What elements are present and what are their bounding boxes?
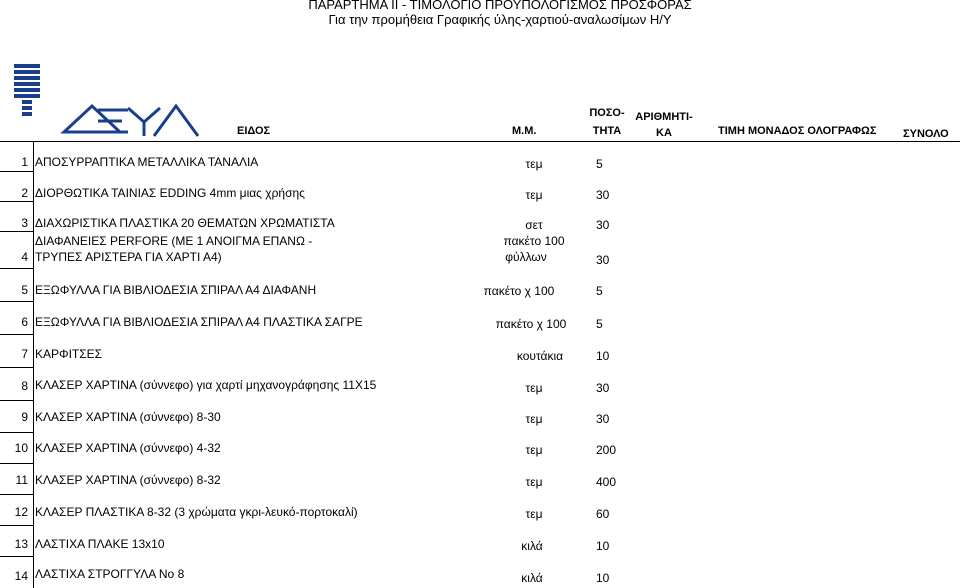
item-quantity: 10 — [596, 349, 610, 363]
item-unit: τεμ — [525, 475, 543, 489]
row-border — [0, 432, 33, 433]
item-description-line2: ΤΡΥΠΕΣ ΑΡΙΣΤΕΡΑ ΓΙΑ ΧΑΡΤΙ Α4) — [35, 250, 222, 264]
document-subtitle: Για την προμήθεια Γραφικής ύλης-χαρτιού-αναλωσίμων Η/Υ — [328, 12, 672, 27]
item-unit: τεμ — [525, 507, 543, 521]
document-title: ΠΑΡΑΡΤΗΜΑ ΙΙ - ΤΙΜΟΛΟΓΙΟ ΠΡΟΥΠΟΛΟΓΙΣΜΟΣ ΠΡΟΣΦΟΡΑΣ — [308, 0, 692, 12]
row-border — [0, 268, 33, 269]
number-column-border — [33, 141, 34, 588]
row-border — [0, 556, 33, 557]
item-description-line1: ΔΙΑΦΑΝΕΙΕΣ PERFORE (ΜΕ 1 ΑΝΟΙΓΜΑ ΕΠΑΝΩ - — [35, 234, 313, 248]
item-quantity: 5 — [596, 317, 603, 331]
col-header-qty-1: ΠΟΣΟ- — [589, 107, 625, 119]
item-description: ΔΙΑΧΩΡΙΣΤΙΚΑ ΠΛΑΣΤΙΚΑ 20 ΘΕΜΑΤΩΝ ΧΡΩΜΑΤΙΣΤΑ — [35, 216, 335, 230]
col-header-total: ΣΥΝΟΛΟ — [903, 128, 949, 140]
row-border — [0, 367, 33, 368]
row-border — [0, 400, 33, 401]
item-unit: τεμ — [525, 188, 543, 202]
row-number: 13 — [14, 537, 28, 551]
item-quantity: 30 — [596, 253, 610, 267]
deyal-logo — [4, 60, 204, 142]
item-quantity: 30 — [596, 188, 610, 202]
row-border — [0, 171, 33, 172]
item-description: ΚΛΑΣΕΡ ΧΑΡΤΙΝΑ (σύννεφο) 8-32 — [35, 473, 221, 487]
item-description: ΕΞΩΦΥΛΛΑ ΓΙΑ ΒΙΒΛΙΟΔΕΣΙΑ ΣΠΙΡΑΛ Α4 ΔΙΑΦΑΝΗ — [35, 283, 317, 297]
item-description: ΚΛΑΣΕΡ ΧΑΡΤΙΝΑ (σύννεφο) για χαρτί μηχανογράφησης 11Χ15 — [35, 378, 377, 392]
row-number: 6 — [21, 315, 28, 329]
item-quantity: 10 — [596, 571, 610, 585]
col-header-numeric-1: ΑΡΙΘΜΗΤΙ- — [635, 111, 693, 123]
item-quantity: 5 — [596, 157, 603, 171]
row-number: 7 — [21, 347, 28, 361]
col-header-qty-2: ΤΗΤΑ — [592, 125, 622, 137]
item-quantity: 30 — [596, 381, 610, 395]
item-quantity: 10 — [596, 539, 610, 553]
row-number: 1 — [21, 155, 28, 169]
row-number: 12 — [14, 505, 28, 519]
item-unit-line2: φύλλων — [505, 250, 547, 264]
row-number: 8 — [21, 379, 28, 393]
item-quantity: 5 — [596, 284, 603, 298]
item-description: ΛΑΣΤΙΧΑ ΠΛΑΚΕ 13x10 — [35, 537, 165, 551]
row-border — [0, 525, 33, 526]
row-number: 2 — [21, 186, 28, 200]
row-border — [0, 231, 33, 232]
item-quantity: 400 — [596, 475, 617, 489]
item-unit-line1: πακέτο 100 — [503, 234, 565, 248]
item-unit: κιλά — [521, 571, 543, 585]
row-border — [0, 494, 33, 495]
item-description: ΛΑΣΤΙΧΑ ΣΤΡΟΓΓΥΛΑ No 8 — [35, 567, 185, 581]
row-number: 14 — [14, 569, 28, 583]
item-description: ΚΛΑΣΕΡ ΠΛΑΣΤΙΚΑ 8-32 (3 χρώματα γκρι-λευκό-πορτοκαλί) — [35, 505, 358, 519]
item-description: ΑΠΟΣΥΡΡΑΠΤΙΚΑ ΜΕΤΑΛΛΙΚΑ ΤΑΝΑΛΙΑ — [35, 155, 259, 169]
item-description: ΔΙΟΡΘΩΤΙΚΑ ΤΑΙΝΙΑΣ EDDING 4mm μιας χρήσης — [35, 186, 305, 200]
col-header-price-words: ΤΙΜΗ ΜΟΝΑΔΟΣ ΟΛΟΓΡΑΦΩΣ — [718, 125, 877, 137]
row-number: 11 — [15, 473, 28, 487]
row-number: 9 — [21, 410, 28, 424]
item-unit: κιλά — [521, 539, 543, 553]
row-border — [0, 334, 33, 335]
item-unit: τεμ — [525, 157, 543, 171]
item-unit: τεμ — [525, 443, 543, 457]
row-border — [0, 301, 33, 302]
header-bottom-border — [0, 141, 960, 142]
row-number: 3 — [21, 216, 28, 230]
row-number: 5 — [21, 283, 28, 297]
row-number: 10 — [14, 441, 28, 455]
col-header-unit: Μ.Μ. — [512, 125, 537, 137]
item-quantity: 200 — [596, 443, 617, 457]
item-description: ΚΛΑΣΕΡ ΧΑΡΤΙΝΑ (σύννεφο) 4-32 — [35, 441, 221, 455]
item-unit: πακέτο χ 100 — [483, 284, 555, 298]
item-quantity: 30 — [596, 412, 610, 426]
item-unit: πακέτο χ 100 — [495, 317, 567, 331]
item-unit: σετ — [525, 218, 543, 232]
item-unit: τεμ — [525, 381, 543, 395]
item-quantity: 60 — [596, 507, 610, 521]
item-unit: τεμ — [525, 412, 543, 426]
row-border — [0, 463, 33, 464]
col-header-item: ΕΙΔΟΣ — [237, 125, 271, 137]
item-quantity: 30 — [596, 218, 610, 232]
row-border — [0, 201, 33, 202]
item-unit: κουτάκια — [516, 349, 564, 363]
item-description: ΚΛΑΣΕΡ ΧΑΡΤΙΝΑ (σύννεφο) 8-30 — [35, 410, 221, 424]
col-header-numeric-2: ΚΑ — [656, 127, 672, 139]
item-description: ΚΑΡΦΙΤΣΕΣ — [35, 347, 103, 361]
item-description: ΕΞΩΦΥΛΛΑ ΓΙΑ ΒΙΒΛΙΟΔΕΣΙΑ ΣΠΙΡΑΛ Α4 ΠΛΑΣΤΙΚΑ ΣΑΓΡΕ — [35, 315, 363, 329]
row-number: 4 — [21, 250, 28, 264]
